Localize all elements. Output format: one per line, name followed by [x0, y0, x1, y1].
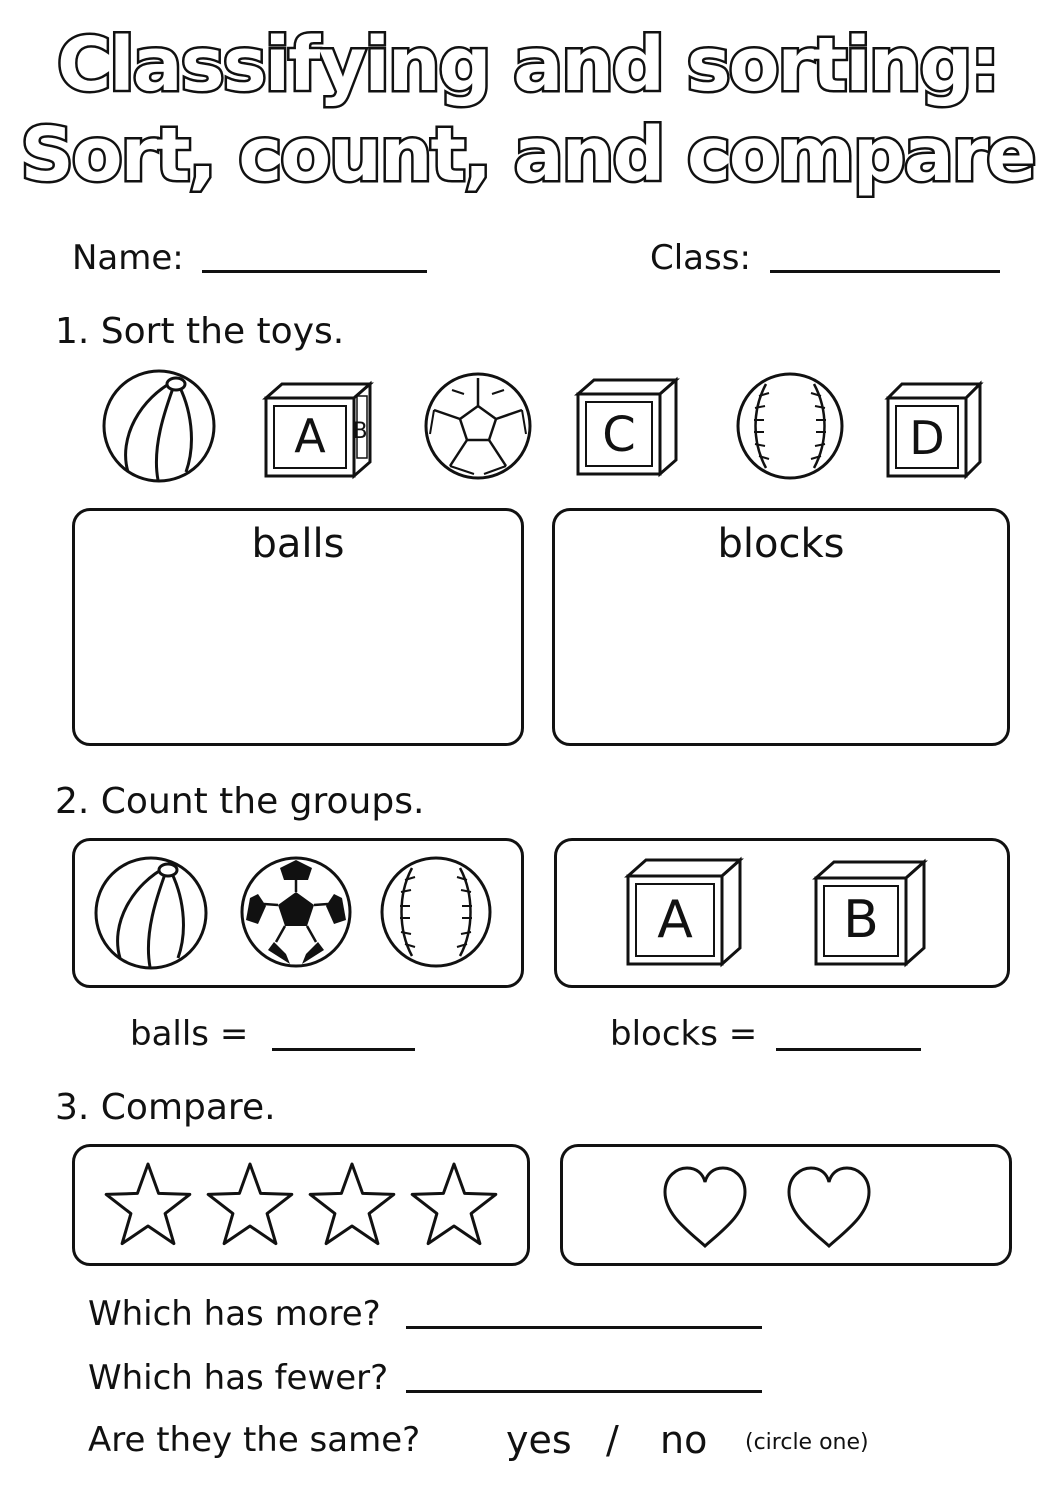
hearts-group: [655, 1162, 885, 1254]
question-more: Which has more?: [88, 1294, 381, 1334]
block-letter: A: [657, 890, 693, 950]
beach-ball-icon: [92, 854, 210, 972]
soccer-ball-icon: [238, 854, 354, 970]
class-field[interactable]: [770, 270, 1000, 273]
beach-ball-icon: [100, 368, 220, 484]
baseball-icon: [378, 854, 494, 970]
section-3-heading: 3. Compare.: [55, 1087, 276, 1128]
block-letter: D: [909, 411, 945, 465]
balls-sort-box[interactable]: [72, 508, 524, 746]
section-1-heading: 1. Sort the toys.: [55, 311, 345, 352]
circle-one-note: (circle one): [745, 1430, 869, 1455]
star-icon: [412, 1164, 496, 1244]
question-same: Are they the same?: [88, 1420, 421, 1460]
more-answer-field[interactable]: [406, 1326, 762, 1329]
blocks-count-label: blocks =: [610, 1014, 758, 1054]
class-label: Class:: [650, 238, 751, 278]
block-letter: B: [843, 890, 879, 950]
no-option[interactable]: no: [660, 1418, 708, 1462]
title-line-1: Classifying and sorting:: [57, 22, 998, 108]
question-fewer: Which has fewer?: [88, 1358, 389, 1398]
heart-icon: [789, 1168, 869, 1246]
fewer-answer-field[interactable]: [406, 1390, 762, 1393]
star-icon: [208, 1164, 292, 1244]
block-letter: C: [602, 407, 636, 463]
title-line-2: Sort, count, and compare: [20, 112, 1035, 198]
star-icon: [106, 1164, 190, 1244]
balls-box-label: balls: [251, 521, 345, 567]
blocks-group-box: [554, 838, 1010, 988]
section-2-heading: 2. Count the groups.: [55, 781, 425, 822]
blocks-count-field[interactable]: [776, 1048, 921, 1051]
option-separator: /: [606, 1418, 619, 1462]
star-icon: [310, 1164, 394, 1244]
block-letter: A: [294, 409, 326, 463]
balls-count-label: balls =: [130, 1014, 249, 1054]
heart-icon: [665, 1168, 745, 1246]
baseball-icon: [734, 370, 846, 482]
blocks-sort-box[interactable]: [552, 508, 1010, 746]
name-label: Name:: [72, 238, 184, 278]
soccer-ball-icon: [422, 370, 534, 482]
name-field[interactable]: [202, 270, 427, 273]
block-side-letter: B: [352, 419, 368, 444]
blocks-box-label: blocks: [717, 521, 845, 567]
yes-option[interactable]: yes: [506, 1418, 572, 1462]
stars-group: [100, 1158, 500, 1250]
balls-count-field[interactable]: [272, 1048, 415, 1051]
